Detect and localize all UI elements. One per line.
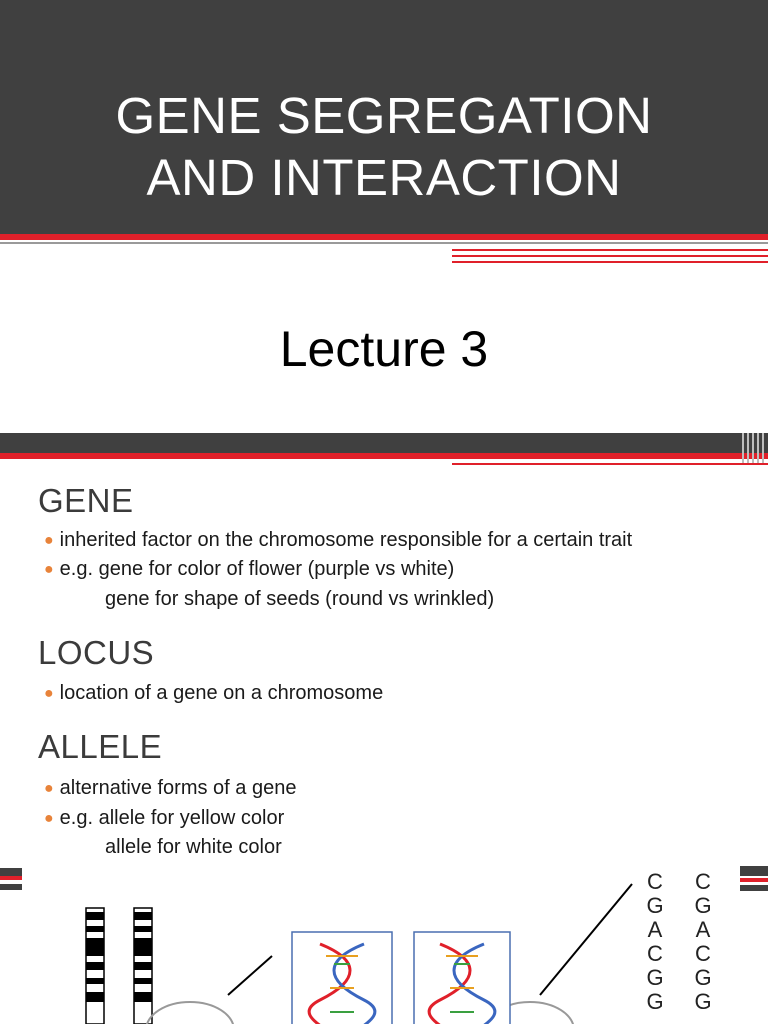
heading-locus: LOCUS xyxy=(38,634,155,671)
title-accent-bar xyxy=(0,234,768,240)
title-accent-stripe xyxy=(452,261,768,263)
bullet-locus-1: ● location of a gene on a chromosome xyxy=(44,682,384,704)
title-accent-line xyxy=(0,242,768,244)
chromosome-icon xyxy=(86,908,152,1024)
slide2-accent-bar xyxy=(0,453,768,459)
title-line-2: AND INTERACTION xyxy=(146,149,622,206)
title-accent-stripe xyxy=(452,249,768,251)
heading-gene: GENE xyxy=(38,482,134,519)
corner-stripes-icon xyxy=(742,433,768,463)
bullet-allele-continuation: allele for white color xyxy=(105,836,282,858)
title-accent-stripe xyxy=(452,255,768,257)
slide-title xyxy=(0,85,768,209)
bullet-gene-2: ● e.g. gene for color of flower (purple vs white) xyxy=(44,558,455,580)
bullet-allele-1: ● alternative forms of a gene xyxy=(44,777,297,799)
bullet-gene-1: ● inherited factor on the chromosome responsible for a certain trait xyxy=(44,529,633,551)
heading-allele: ALLELE xyxy=(38,728,163,765)
slide2-accent-stripe xyxy=(452,463,768,465)
slide2-top-band xyxy=(0,433,768,453)
sequence-left: C G A C G G xyxy=(646,869,664,1014)
title-line-1: GENE SEGREGATION xyxy=(115,87,653,144)
bullet-gene-continuation: gene for shape of seeds (round vs wrinkled) xyxy=(105,588,495,610)
bullet-allele-2: ● e.g. allele for yellow color xyxy=(44,807,285,829)
lecture-subtitle: Lecture 3 xyxy=(279,321,489,377)
dna-helix-icon xyxy=(292,932,510,1024)
sequence-right: C G A C G G xyxy=(694,869,712,1014)
